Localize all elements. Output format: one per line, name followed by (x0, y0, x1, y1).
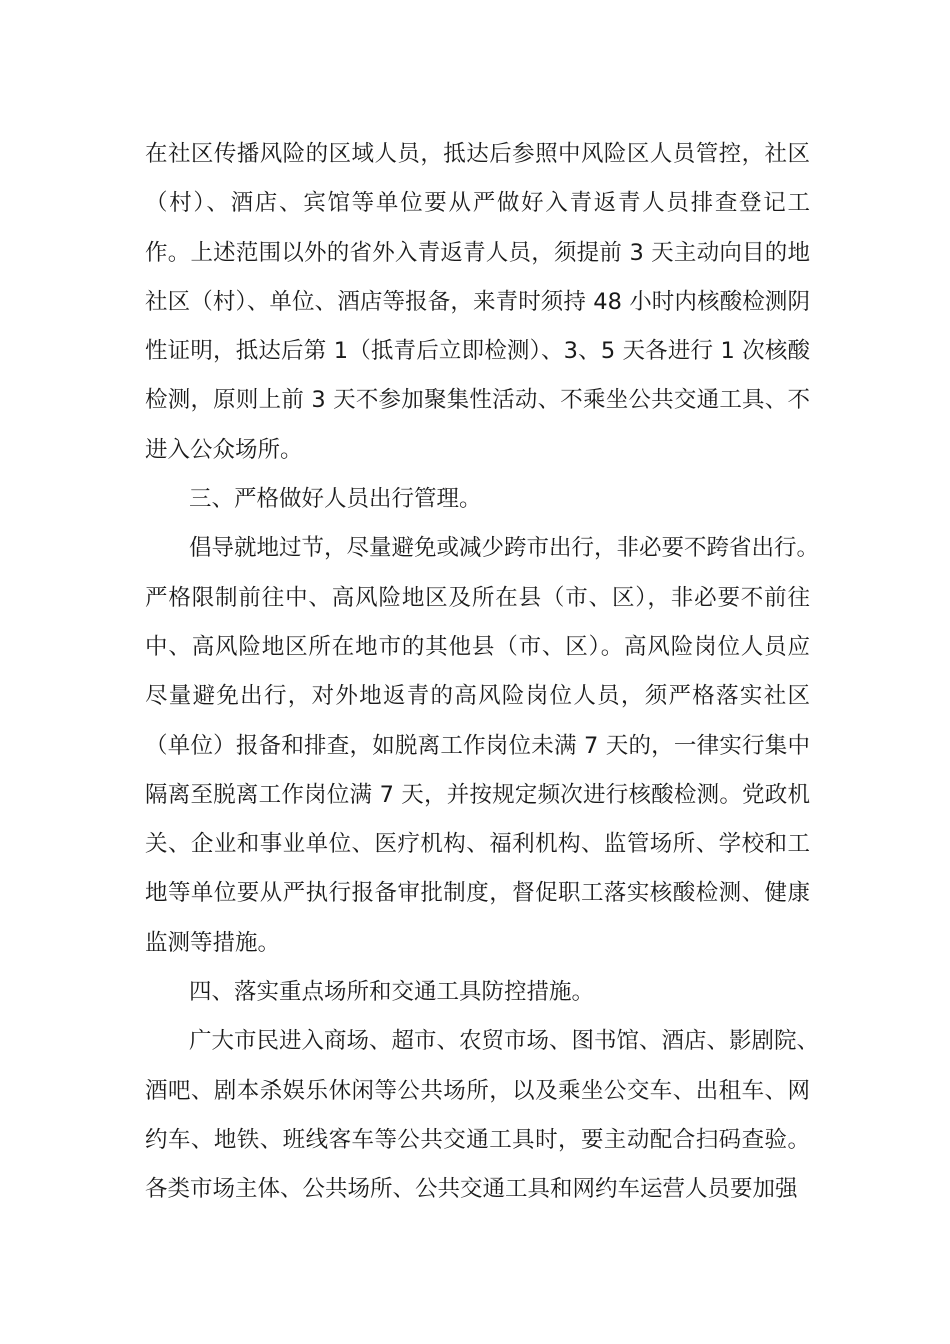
section-heading (145, 968, 810, 1017)
paragraph (145, 130, 810, 475)
text-line: 尽量避免出行，对外地返青的高风险岗位人员，须严格落实社区 (145, 683, 810, 710)
text-line: 隔离至脱离工作岗位满 7 天，并按规定频次进行核酸检测。党政机 (145, 781, 810, 808)
text-line: 地等单位要从严执行报备审批制度，督促职工落实核酸检测、健康 (145, 880, 810, 907)
text-line: 监测等措施。 (145, 929, 281, 956)
text-line: 广大市民进入商场、超市、农贸市场、图书馆、酒店、影剧院、 (189, 1028, 820, 1055)
text-line: 倡导就地过节，尽量避免或减少跨市出行，非必要不跨省出行。 (189, 535, 820, 562)
paragraph (145, 1017, 820, 1214)
text-line: 作。上述范围以外的省外入青返青人员，须提前 3 天主动向目的地 (145, 239, 810, 266)
text-line: 三、严格做好人员出行管理。 (189, 486, 482, 513)
text-line: 四、落实重点场所和交通工具防控措施。 (189, 979, 595, 1006)
text-line: 关、企业和事业单位、医疗机构、福利机构、监管场所、学校和工 (145, 831, 810, 858)
text-line: 中、高风险地区所在地市的其他县（市、区）。高风险岗位人员应 (145, 633, 810, 660)
text-line: 酒吧、剧本杀娱乐休闲等公共场所，以及乘坐公交车、出租车、网 (145, 1077, 810, 1104)
paragraph (145, 524, 820, 968)
text-line: （村）、酒店、宾馆等单位要从严做好入青返青人员排查登记工 (145, 190, 810, 217)
text-line: 进入公众场所。 (145, 436, 303, 463)
text-line: 检测，原则上前 3 天不参加聚集性活动、不乘坐公共交通工具、不 (145, 387, 810, 414)
section-heading (145, 475, 810, 524)
text-line: 社区（村）、单位、酒店等报备，来青时须持 48 小时内核酸检测阴 (145, 288, 810, 315)
document-body (145, 130, 820, 1215)
text-line: 严格限制前往中、高风险地区及所在县（市、区），非必要不前往 (145, 584, 810, 611)
text-line: 在社区传播风险的区域人员，抵达后参照中风险区人员管控，社区 (145, 141, 810, 167)
text-line: 约车、地铁、班线客车等公共交通工具时，要主动配合扫码查验。 (145, 1126, 810, 1153)
text-line: 性证明，抵达后第 1（抵青后立即检测）、3、5 天各进行 1 次核酸 (145, 338, 810, 365)
text-line: 各类市场主体、公共场所、公共交通工具和网约车运营人员要加强 (145, 1176, 798, 1203)
text-line: （单位）报备和排查，如脱离工作岗位未满 7 天的，一律实行集中 (145, 732, 810, 759)
